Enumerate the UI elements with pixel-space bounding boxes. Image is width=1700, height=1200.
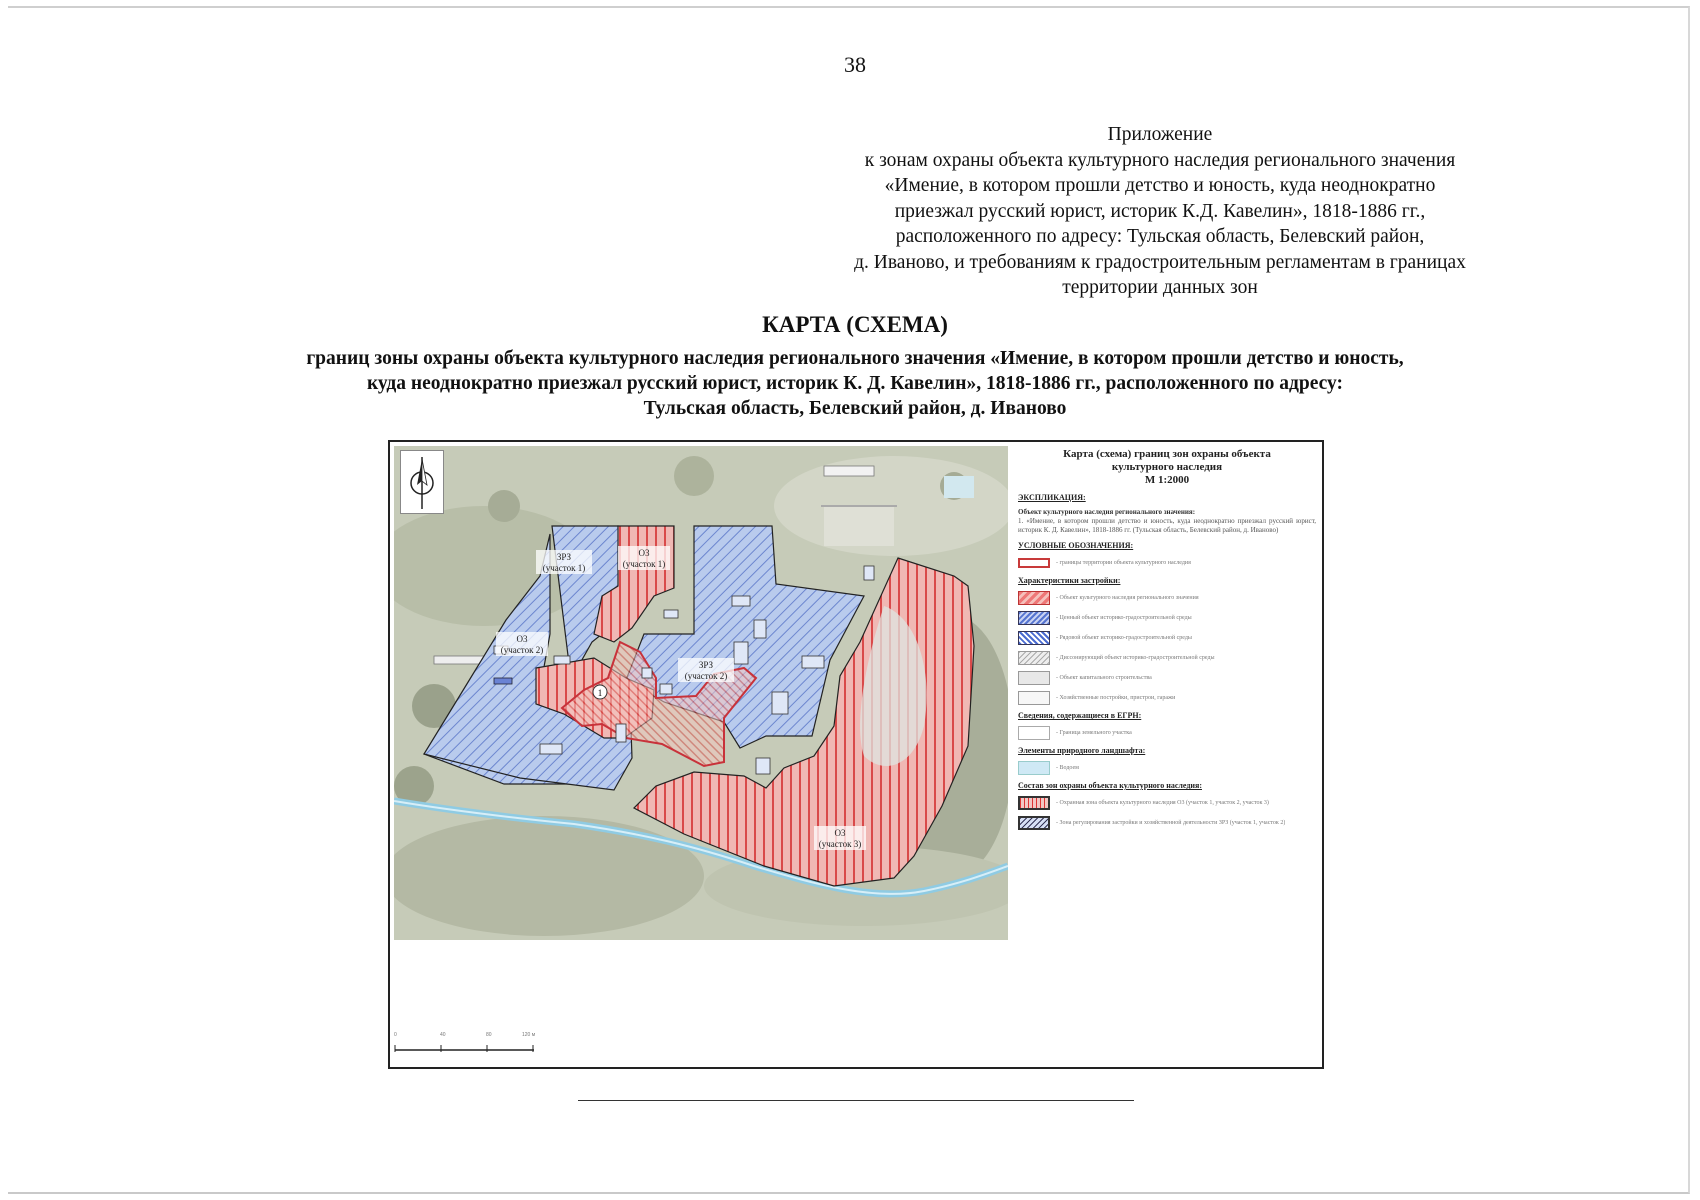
appendix-line: к зонам охраны объекта культурного наследия регионального значения [864, 149, 1456, 171]
legend-row [1018, 631, 1316, 645]
scale-tick: 120 м [522, 1032, 536, 1038]
appendix-line: территории данных зон [1062, 277, 1258, 298]
zone-label-code: О3 [638, 548, 650, 558]
subtitle-line: Тульская область, Белевский район, д. Иваново [643, 398, 1067, 419]
legend-symbols-head: УСЛОВНЫЕ ОБОЗНАЧЕНИЯ: [1018, 541, 1134, 550]
scale-tick: 80 [486, 1032, 492, 1038]
page-subtitle [60, 346, 1650, 421]
appendix-line: «Имение, в котором прошли детство и юность, куда неоднократно [884, 175, 1436, 196]
legend-item-label: - Диссонирующий объект историко-градостроительной среды [1056, 654, 1215, 661]
appendix-line: приезжал русский юрист, историк К.Д. Кавелин», 1818-1886 гг., [894, 200, 1426, 222]
legend-item-label: - Объект капитального строительства [1056, 674, 1152, 681]
outbuilding-swatch [1018, 691, 1050, 705]
zone-label-code: О3 [516, 634, 528, 644]
zone-label-part: (участок 3) [818, 839, 862, 849]
legend-row [1018, 816, 1316, 830]
water-body-swatch [1018, 761, 1050, 775]
heritage-object-swatch [1018, 591, 1050, 605]
valuable-object-swatch [1018, 611, 1050, 625]
appendix-line: Приложение [1107, 124, 1213, 145]
ordinary-object-swatch [1018, 631, 1050, 645]
map-scheme [388, 440, 1324, 1069]
legend-item-label: - Ценный объект историко-градостроительной среды [1056, 614, 1192, 621]
legend-item-label: - Хозяйственные постройки, пристрои, гаражи [1056, 694, 1176, 701]
appendix-header [850, 122, 1470, 301]
appendix-line: д. Иваново, и требованиям к градостроительным регламентам в границах [854, 251, 1466, 273]
legend-row [1018, 556, 1316, 570]
legend-row [1018, 651, 1316, 665]
legend-scale: М 1:2000 [1144, 474, 1190, 486]
legend-building-head: Характеристики застройки: [1018, 576, 1121, 585]
subtitle-line: куда неоднократно приезжал русский юрист, историк К. Д. Кавелин», 1818-1886 гг., расположенного по адресу: [366, 373, 1344, 394]
scale-tick: 0 [394, 1032, 397, 1038]
zone-label-part: (участок 2) [684, 671, 728, 681]
scale-tick: 40 [440, 1032, 446, 1038]
legend-row [1018, 671, 1316, 685]
legend-row [1018, 761, 1316, 775]
legend-item-label: - Охранная зона объекта культурного наследия О3 (участок 1, участок 2, участок 3) [1056, 799, 1269, 806]
dissonant-object-swatch [1018, 651, 1050, 665]
legend-item-label: - Граница земельного участка [1056, 729, 1132, 736]
zone-label-part: (участок 1) [622, 559, 666, 569]
map-legend [1018, 448, 1316, 938]
legend-title-line: культурного наследия [1111, 461, 1223, 473]
zone-label-code: ЗРЗ [698, 660, 714, 670]
legend-item-label: - Водоем [1056, 764, 1079, 771]
legend-row [1018, 611, 1316, 625]
legend-object-text: 1. «Имение, в котором прошли детство и юность, куда неоднократно приезжал русский юрист, историк К. Д. Кавелин», 1818-1886 гг. (Тульская область, Белевский район, д. Иваново) [1018, 517, 1316, 534]
legend-row [1018, 691, 1316, 705]
legend-item-label: - Объект культурного наследия регионального значения [1056, 594, 1199, 601]
page-number: 38 [844, 52, 866, 77]
legend-title-line: Карта (схема) границ зон охраны объекта [1063, 448, 1271, 460]
legend-row [1018, 591, 1316, 605]
footer-divider [578, 1100, 1134, 1101]
legend-row [1018, 726, 1316, 740]
north-arrow-icon [400, 450, 444, 514]
land-parcel-swatch [1018, 726, 1050, 740]
subtitle-line: границ зоны охраны объекта культурного наследия регионального значения «Имение, в котором прошли детство и юность, [306, 348, 1404, 369]
zone-label-code: ЗРЗ [556, 552, 572, 562]
legend-title [1018, 448, 1316, 487]
legend-item-label: - Зона регулирования застройки и хозяйственной деятельности ЗРЗ (участок 1, участок 2) [1056, 819, 1286, 826]
capital-construction-swatch [1018, 671, 1050, 685]
zone-label-part: (участок 1) [542, 563, 586, 573]
appendix-line: расположенного по адресу: Тульская область, Белевский район, [895, 226, 1425, 247]
object-marker-label: 1 [597, 688, 603, 698]
page-title: КАРТА (СХЕМА) [762, 312, 948, 337]
legend-landscape-head: Элементы природного ландшафта: [1018, 746, 1146, 755]
protection-zone-swatch [1018, 796, 1050, 810]
regulation-zone-swatch [1018, 816, 1050, 830]
zone-label-part: (участок 2) [500, 645, 544, 655]
legend-row [1018, 796, 1316, 810]
legend-item-label: - Рядовой объект историко-градостроительной среды [1056, 634, 1192, 641]
legend-object-head: Объект культурного наследия регионального значения: [1018, 508, 1196, 516]
legend-explication-head: ЭКСПЛИКАЦИЯ: [1018, 493, 1086, 502]
legend-zones-head: Состав зон охраны объекта культурного наследия: [1018, 781, 1202, 790]
territory-border-swatch [1018, 558, 1050, 568]
legend-item-label: - границы территории объекта культурного наследия [1056, 559, 1191, 566]
valuable-buildings [494, 678, 512, 684]
zone-label-code: О3 [834, 828, 846, 838]
scale-bar [394, 1032, 544, 1060]
legend-egrn-head: Сведения, содержащиеся в ЕГРН: [1018, 711, 1142, 720]
map-image[interactable] [394, 446, 1008, 940]
